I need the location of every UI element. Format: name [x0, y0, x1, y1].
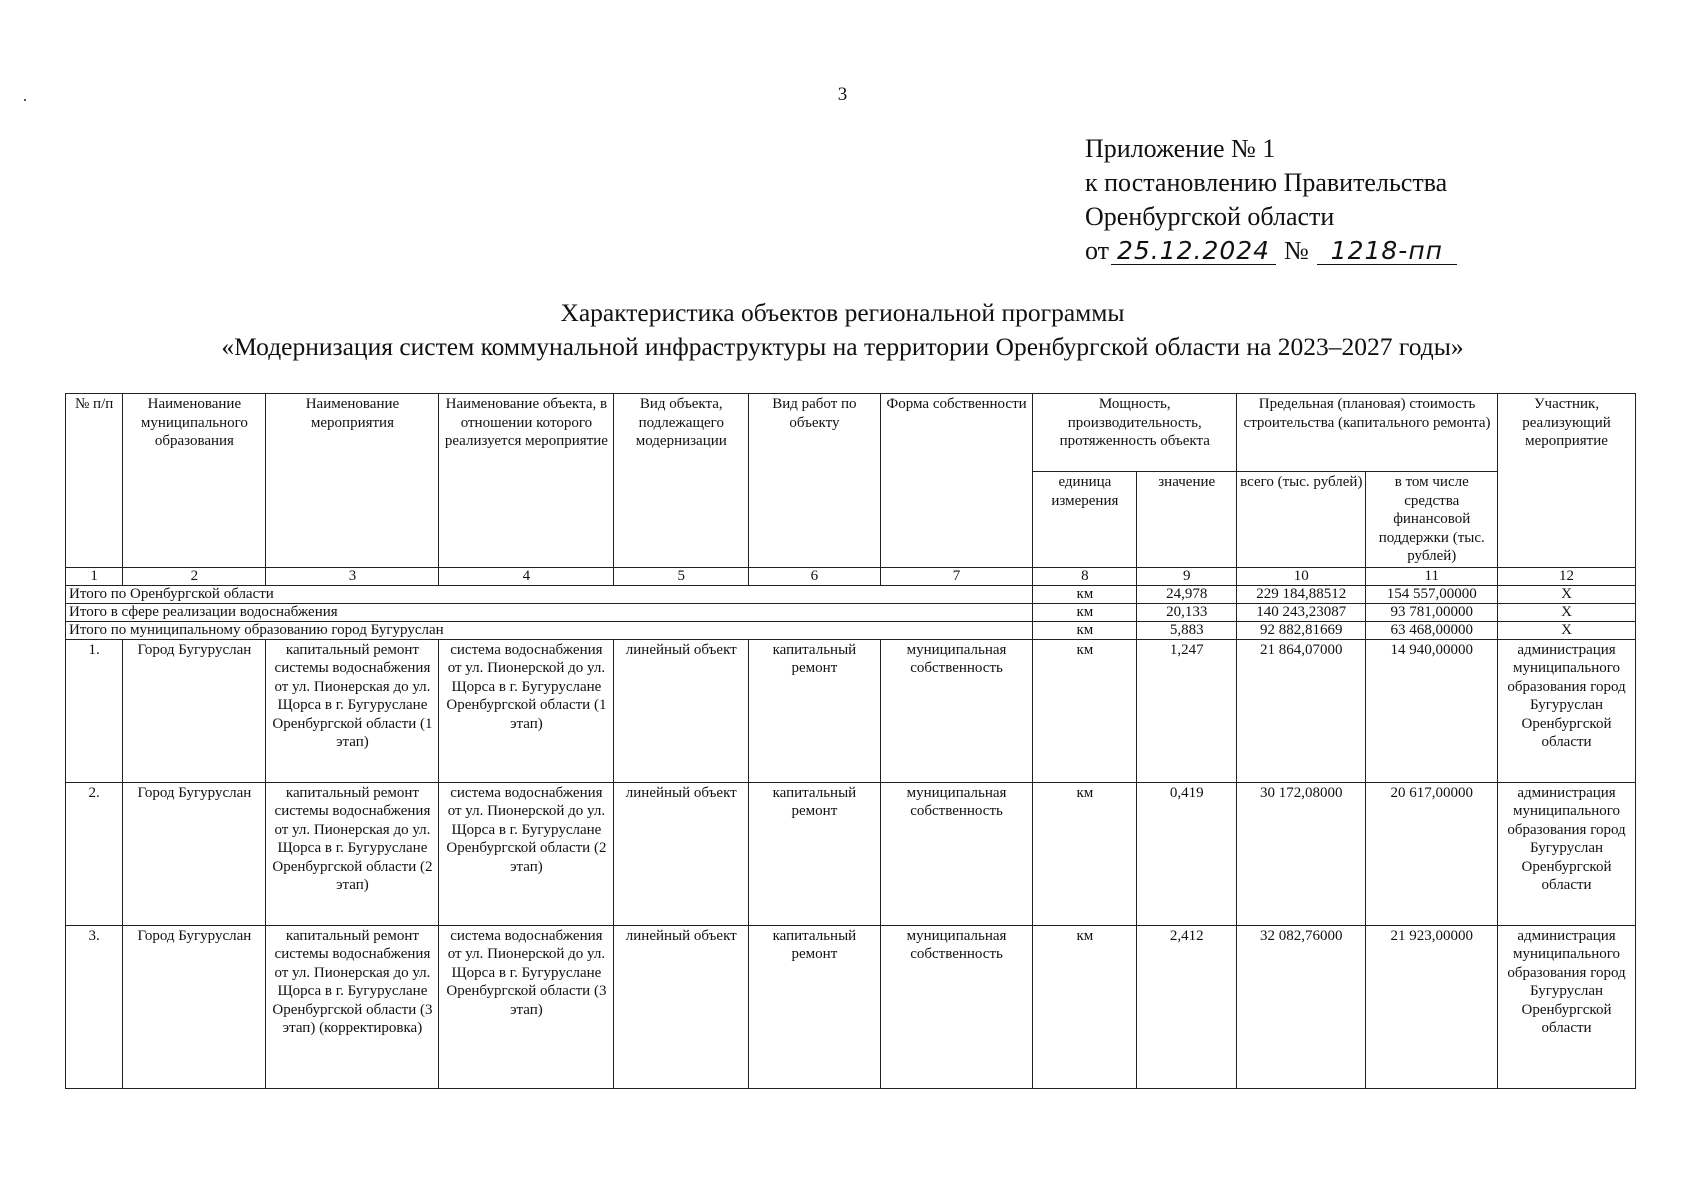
header-col-8: единица измерения — [1033, 472, 1137, 568]
column-number: 7 — [880, 567, 1033, 585]
row-ownership: муниципальная собственность — [880, 925, 1033, 1088]
document-title — [0, 296, 1685, 364]
row-number: 1. — [66, 639, 123, 782]
header-col-9: значение — [1137, 472, 1237, 568]
objects-table — [65, 393, 1636, 1089]
header-row-1 — [66, 394, 1636, 472]
table-row — [66, 925, 1636, 1088]
row-work-type: капитальный ремонт — [749, 925, 881, 1088]
header-col-3: Наименование мероприятия — [266, 394, 439, 568]
column-number: 5 — [614, 567, 749, 585]
total-participant: Х — [1498, 621, 1636, 639]
column-number: 12 — [1498, 567, 1636, 585]
table-row — [66, 782, 1636, 925]
row-value: 1,247 — [1137, 639, 1237, 782]
row-support: 14 940,00000 — [1366, 639, 1498, 782]
row-participant: администрация муниципального образования город Бугуруслан Оренбургской области — [1498, 782, 1636, 925]
appendix-block — [1085, 132, 1457, 268]
row-unit: км — [1033, 639, 1137, 782]
row-number: 3. — [66, 925, 123, 1088]
header-col-11: в том числе средства финансовой поддержки (тыс. рублей) — [1366, 472, 1498, 568]
row-measure: капитальный ремонт системы водоснабжения от ул. Пионерская до ул. Щорса в г. Бугуруслане Оренбургской области (2 этап) — [266, 782, 439, 925]
row-object-type: линейный объект — [614, 925, 749, 1088]
row-municipality: Город Бугуруслан — [123, 782, 266, 925]
total-support: 93 781,00000 — [1366, 603, 1498, 621]
total-unit: км — [1033, 603, 1137, 621]
row-object: система водоснабжения от ул. Пионерской до ул. Щорса в г. Бугуруслане Оренбургской области (3 этап) — [439, 925, 614, 1088]
total-cost: 140 243,23087 — [1237, 603, 1366, 621]
header-col-7: Форма собственности — [880, 394, 1033, 568]
row-object: система водоснабжения от ул. Пионерской до ул. Щорса в г. Бугуруслане Оренбургской области (2 этап) — [439, 782, 614, 925]
row-value: 2,412 — [1137, 925, 1237, 1088]
row-object-type: линейный объект — [614, 639, 749, 782]
row-support: 20 617,00000 — [1366, 782, 1498, 925]
title-line-2: «Модернизация систем коммунальной инфраструктуры на территории Оренбургской области на 2023–2027 годы» — [221, 332, 1464, 361]
total-row-municipality — [66, 621, 1636, 639]
total-participant: Х — [1498, 603, 1636, 621]
total-value: 24,978 — [1137, 585, 1237, 603]
number-prefix: № — [1284, 236, 1309, 265]
column-number: 3 — [266, 567, 439, 585]
row-participant: администрация муниципального образования город Бугуруслан Оренбургской области — [1498, 639, 1636, 782]
total-support: 63 468,00000 — [1366, 621, 1498, 639]
page-number: 3 — [837, 84, 848, 105]
column-number: 8 — [1033, 567, 1137, 585]
date-prefix: от — [1085, 236, 1110, 265]
total-value: 20,133 — [1137, 603, 1237, 621]
column-number: 9 — [1137, 567, 1237, 585]
total-support: 154 557,00000 — [1366, 585, 1498, 603]
column-number: 2 — [123, 567, 266, 585]
total-row-water — [66, 603, 1636, 621]
column-number: 4 — [439, 567, 614, 585]
row-value: 0,419 — [1137, 782, 1237, 925]
column-number: 11 — [1366, 567, 1498, 585]
column-number: 1 — [66, 567, 123, 585]
row-support: 21 923,00000 — [1366, 925, 1498, 1088]
header-cost-group: Предельная (плановая) стоимость строительства (капитального ремонта) — [1237, 394, 1498, 472]
appendix-date-line — [1085, 234, 1457, 268]
header-col-6: Вид работ по объекту — [749, 394, 881, 568]
table-row — [66, 639, 1636, 782]
total-row-region — [66, 585, 1636, 603]
row-unit: км — [1033, 925, 1137, 1088]
row-total: 21 864,07000 — [1237, 639, 1366, 782]
row-object-type: линейный объект — [614, 782, 749, 925]
header-col-4: Наименование объекта, в отношении которого реализуется мероприятие — [439, 394, 614, 568]
appendix-decree: к постановлению Правительства — [1085, 168, 1448, 197]
total-unit: км — [1033, 585, 1137, 603]
row-work-type: капитальный ремонт — [749, 639, 881, 782]
total-label: Итого по Оренбургской области — [66, 585, 1033, 603]
row-total: 30 172,08000 — [1237, 782, 1366, 925]
row-number: 2. — [66, 782, 123, 925]
appendix-region: Оренбургской области — [1085, 202, 1335, 231]
row-participant: администрация муниципального образования город Бугуруслан Оренбургской области — [1498, 925, 1636, 1088]
header-col-1: № п/п — [66, 394, 123, 568]
header-col-5: Вид объекта, подлежащего модернизации — [614, 394, 749, 568]
appendix-title: Приложение № 1 — [1085, 134, 1276, 163]
column-number: 6 — [749, 567, 881, 585]
header-col-12: Участник, реализующий мероприятие — [1498, 394, 1636, 568]
row-unit: км — [1033, 782, 1137, 925]
header-col-10: всего (тыс. рублей) — [1237, 472, 1366, 568]
total-value: 5,883 — [1137, 621, 1237, 639]
column-number-row — [66, 567, 1636, 585]
row-municipality: Город Бугуруслан — [123, 925, 266, 1088]
row-municipality: Город Бугуруслан — [123, 639, 266, 782]
total-participant: Х — [1498, 585, 1636, 603]
row-work-type: капитальный ремонт — [749, 782, 881, 925]
header-col-2: Наименование муниципального образования — [123, 394, 266, 568]
header-capacity-group: Мощность, производительность, протяженность объекта — [1033, 394, 1237, 472]
total-unit: км — [1033, 621, 1137, 639]
handwritten-date: 25.12.2024 — [1111, 238, 1276, 265]
column-number: 10 — [1237, 567, 1366, 585]
row-measure: капитальный ремонт системы водоснабжения от ул. Пионерская до ул. Щорса в г. Бугуруслане Оренбургской области (3 этап) (корректировка) — [266, 925, 439, 1088]
row-total: 32 082,76000 — [1237, 925, 1366, 1088]
row-ownership: муниципальная собственность — [880, 782, 1033, 925]
handwritten-number: 1218-пп — [1317, 238, 1457, 265]
row-ownership: муниципальная собственность — [880, 639, 1033, 782]
total-cost: 229 184,88512 — [1237, 585, 1366, 603]
row-object: система водоснабжения от ул. Пионерской до ул. Щорса в г. Бугуруслане Оренбургской области (1 этап) — [439, 639, 614, 782]
total-label: Итого в сфере реализации водоснабжения — [66, 603, 1033, 621]
total-cost: 92 882,81669 — [1237, 621, 1366, 639]
total-label: Итого по муниципальному образованию город Бугуруслан — [66, 621, 1033, 639]
title-line-1: Характеристика объектов региональной программы — [560, 298, 1125, 327]
row-measure: капитальный ремонт системы водоснабжения от ул. Пионерская до ул. Щорса в г. Бугуруслане Оренбургской области (1 этап) — [266, 639, 439, 782]
